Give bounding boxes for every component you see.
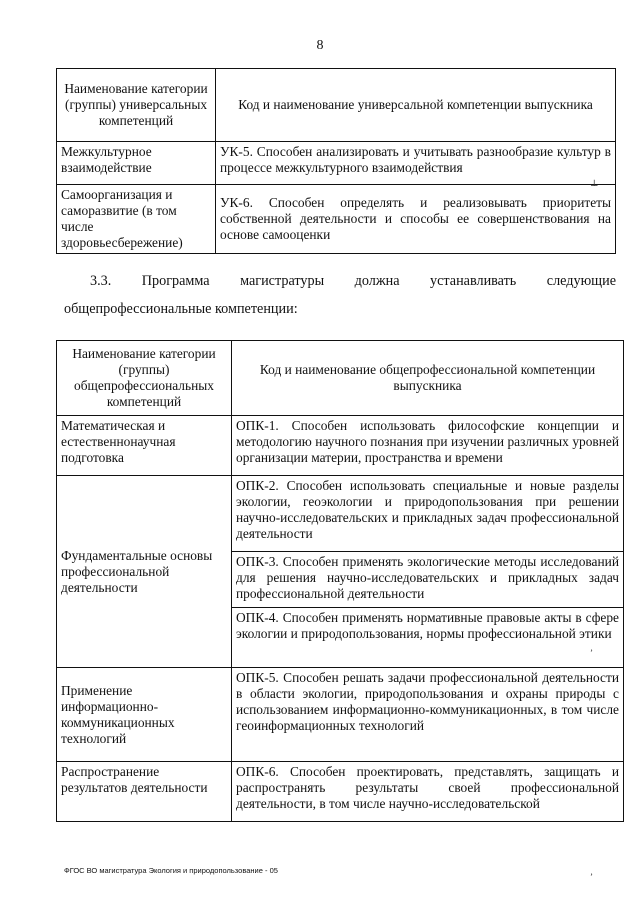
general-professional-competences-table	[56, 340, 624, 822]
scan-mark: ʼ	[590, 648, 593, 658]
category-cell: Фундаментальные основы профессиональной деятельности	[57, 476, 232, 668]
section-paragraph	[64, 270, 616, 320]
paragraph-line: общепрофессиональные компетенции:	[64, 301, 298, 317]
competence-cell: ОПК-2. Способен использовать специальные и новые разделы экологии, геоэкологии и природопользования при решении научно-исследовательских и прикладных задач профессиональной деятельности	[232, 476, 624, 552]
paragraph-word: 3.3.	[90, 273, 112, 289]
header-category: Наименование категории (группы) общепрофессиональных компетенций	[57, 341, 232, 416]
category-cell: Самоорганизация и саморазвитие (в том числе здоровьесбережение)	[57, 185, 216, 254]
competence-cell: ОПК-1. Способен использовать философские концепции и методологию научного познания при изучении различных уровней организации материи, пространства и времени	[232, 416, 624, 476]
category-cell: Распространение результатов деятельности	[57, 762, 232, 822]
scan-mark: ⊥	[590, 178, 599, 188]
competence-cell: УК-6. Способен определять и реализовывать приоритеты собственной деятельности и способы ее совершенствования на основе самооценки	[216, 185, 616, 254]
competence-cell: ОПК-6. Способен проектировать, представлять, защищать и распространять результаты своей профессиональной деятельности, в том числе научно-исследовательской	[232, 762, 624, 822]
table-row	[57, 416, 624, 476]
competence-cell: ОПК-5. Способен решать задачи профессиональной деятельности в области экологии, природопользования и охраны природы с использованием информационно-коммуникационных, в том числе геоинформационных технологий	[232, 668, 624, 762]
competence-cell: УК-5. Способен анализировать и учитывать разнообразие культур в процессе межкультурного взаимодействия	[216, 142, 616, 185]
scan-mark: ʼ	[590, 872, 593, 882]
header-competence: Код и наименование общепрофессиональной компетенции выпускника	[232, 341, 624, 416]
category-cell: Применение информационно-коммуникационных технологий	[57, 668, 232, 762]
table-row	[57, 185, 616, 254]
category-cell: Межкультурное взаимодействие	[57, 142, 216, 185]
paragraph-word: устанавливать	[430, 273, 517, 289]
table-row	[57, 476, 624, 552]
competence-cell: ОПК-4. Способен применять нормативные правовые акты в сфере экологии и природопользования, нормы профессиональной этики	[232, 608, 624, 668]
document-footer: ФГОС ВО магистратура Экология и природопользование - 05	[64, 866, 278, 875]
paragraph-word: магистратуры	[240, 273, 325, 289]
paragraph-word: Программа	[141, 273, 210, 289]
header-category: Наименование категории (группы) универсальных компетенций	[57, 69, 216, 142]
page-number: 8	[316, 38, 324, 53]
table-row	[57, 142, 616, 185]
table-header-row	[57, 69, 616, 142]
paragraph-word: должна	[354, 273, 400, 289]
header-competence: Код и наименование универсальной компетенции выпускника	[216, 69, 616, 142]
competence-cell: ОПК-3. Способен применять экологические методы исследований для решения научно-исследовательских и прикладных задач профессиональной деятельности	[232, 552, 624, 608]
universal-competences-table	[56, 68, 616, 254]
paragraph-line	[64, 270, 616, 292]
paragraph-word: следующие	[546, 273, 616, 289]
table-row	[57, 668, 624, 762]
table-row	[57, 762, 624, 822]
category-cell: Математическая и естественнонаучная подготовка	[57, 416, 232, 476]
table-header-row	[57, 341, 624, 416]
